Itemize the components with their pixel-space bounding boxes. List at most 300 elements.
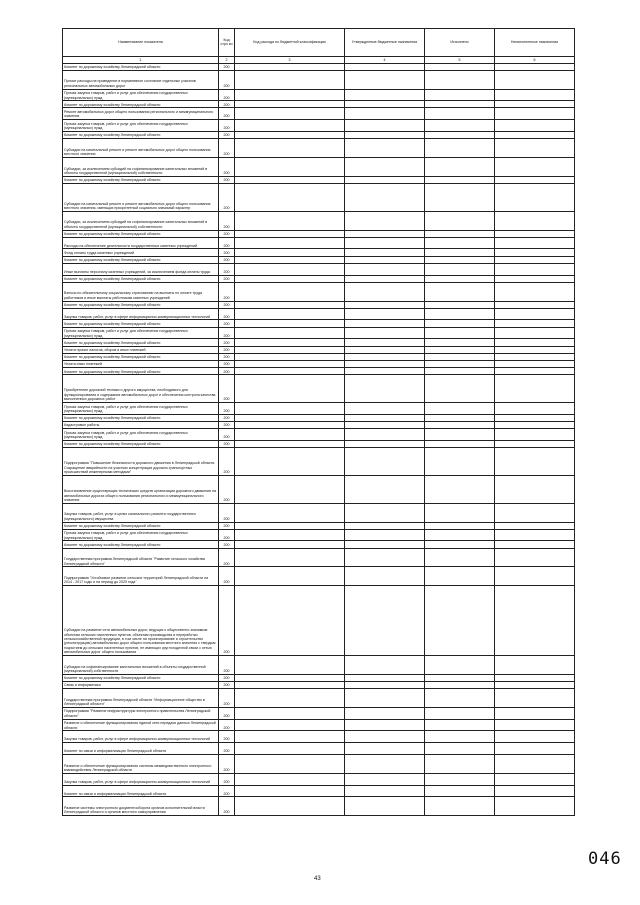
row-code-cell <box>235 139 345 158</box>
row-name-cell: Комитет по связи и информатизации Ленинградской области <box>63 785 219 797</box>
row-unexecuted-cell <box>495 586 575 656</box>
row-approved-cell <box>345 101 425 108</box>
row-executed-cell <box>425 157 495 176</box>
row-code-cell <box>235 743 345 755</box>
row-executed-cell <box>425 282 495 301</box>
row-unexecuted-cell <box>495 132 575 139</box>
row-line-cell: 200 <box>219 785 235 797</box>
row-line-cell: 200 <box>219 548 235 567</box>
row-code-cell <box>235 211 345 230</box>
table-row <box>63 211 575 230</box>
row-approved-cell <box>345 541 425 548</box>
table-row <box>63 475 575 503</box>
row-name-cell: Подпрограмма "Повышение безопасности дорожного движения в Ленинградской области. Сокращение аварийности на участках концентрации дорожно-транспортных происшествий инженерными методами" <box>63 448 219 476</box>
row-executed-cell <box>425 63 495 70</box>
row-line-cell: 200 <box>219 256 235 263</box>
row-code-cell <box>235 797 345 816</box>
row-approved-cell <box>345 529 425 541</box>
table-row <box>63 275 575 282</box>
row-code-cell <box>235 689 345 708</box>
row-approved-cell <box>345 237 425 249</box>
row-line-cell: 200 <box>219 743 235 755</box>
row-executed-cell <box>425 320 495 327</box>
row-code-cell <box>235 256 345 263</box>
row-unexecuted-cell <box>495 327 575 339</box>
row-executed-cell <box>425 707 495 719</box>
table-row <box>63 282 575 301</box>
row-code-cell <box>235 440 345 447</box>
table-row <box>63 567 575 586</box>
row-approved-cell <box>345 327 425 339</box>
row-approved-cell <box>345 448 425 476</box>
row-unexecuted-cell <box>495 249 575 256</box>
table-row <box>63 320 575 327</box>
row-unexecuted-cell <box>495 308 575 320</box>
row-line-cell: 200 <box>219 339 235 346</box>
row-code-cell <box>235 785 345 797</box>
row-line-cell: 200 <box>219 282 235 301</box>
row-line-cell: 200 <box>219 403 235 415</box>
row-name-cell: Комитет по дорожному хозяйству Ленинградской области <box>63 541 219 548</box>
header-budget-code: Код расхода по бюджетной классификации <box>235 29 345 57</box>
row-unexecuted-cell <box>495 211 575 230</box>
row-name-cell: Комитет по дорожному хозяйству Ленинградской области <box>63 63 219 70</box>
row-approved-cell <box>345 263 425 275</box>
row-code-cell <box>235 63 345 70</box>
table-row <box>63 731 575 743</box>
row-executed-cell <box>425 719 495 731</box>
column-number: 2 <box>219 56 235 63</box>
row-approved-cell <box>345 301 425 308</box>
table-row <box>63 655 575 674</box>
row-line-cell: 200 <box>219 275 235 282</box>
row-code-cell <box>235 282 345 301</box>
row-code-cell <box>235 230 345 237</box>
row-executed-cell <box>425 655 495 674</box>
row-name-cell: Развитие и обеспечение функционирования единой сети передачи данных Ленинградской области <box>63 719 219 731</box>
row-approved-cell <box>345 548 425 567</box>
row-line-cell: 200 <box>219 522 235 529</box>
column-number: 4 <box>345 56 425 63</box>
table-row <box>63 256 575 263</box>
row-code-cell <box>235 346 345 353</box>
row-unexecuted-cell <box>495 548 575 567</box>
row-executed-cell <box>425 429 495 441</box>
row-code-cell <box>235 120 345 132</box>
table-row <box>63 681 575 688</box>
row-unexecuted-cell <box>495 263 575 275</box>
row-unexecuted-cell <box>495 429 575 441</box>
table-body <box>63 63 575 816</box>
row-executed-cell <box>425 797 495 816</box>
column-number: 1 <box>63 56 219 63</box>
row-executed-cell <box>425 785 495 797</box>
row-line-cell: 200 <box>219 308 235 320</box>
row-code-cell <box>235 263 345 275</box>
row-approved-cell <box>345 689 425 708</box>
row-name-cell: Комитет по дорожному хозяйству Ленинградской области <box>63 101 219 108</box>
row-executed-cell <box>425 674 495 681</box>
row-line-cell: 200 <box>219 541 235 548</box>
table-row <box>63 249 575 256</box>
row-name-cell: Прочая закупка товаров, работ и услуг для обеспечения государственных (муниципальных) нужд <box>63 529 219 541</box>
row-name-cell: Уплата иных платежей <box>63 360 219 367</box>
row-name-cell: Ремонт автомобильных дорог общего пользования регионального и межмуниципального значения <box>63 108 219 120</box>
table-row <box>63 353 575 360</box>
row-approved-cell <box>345 108 425 120</box>
row-code-cell <box>235 755 345 774</box>
row-name-cell: Приобретение дорожной техники и другого имущества, необходимого для функционирования и содержания автомобильных дорог и обеспечения контроля качества выполненных дорожных работ <box>63 375 219 403</box>
row-approved-cell <box>345 368 425 375</box>
row-code-cell <box>235 275 345 282</box>
row-line-cell: 200 <box>219 301 235 308</box>
row-code-cell <box>235 132 345 139</box>
row-approved-cell <box>345 743 425 755</box>
row-code-cell <box>235 157 345 176</box>
row-code-cell <box>235 773 345 785</box>
row-unexecuted-cell <box>495 674 575 681</box>
row-approved-cell <box>345 183 425 211</box>
row-name-cell: Комитет по дорожному хозяйству Ленинградской области <box>63 301 219 308</box>
row-name-cell: Комитет по дорожному хозяйству Ленинградской области <box>63 674 219 681</box>
row-unexecuted-cell <box>495 785 575 797</box>
table-row <box>63 176 575 183</box>
row-code-cell <box>235 429 345 441</box>
row-line-cell: 200 <box>219 529 235 541</box>
row-name-cell: Прочая закупка товаров, работ и услуг для обеспечения государственных (муниципальных) нужд <box>63 403 219 415</box>
row-unexecuted-cell <box>495 176 575 183</box>
row-executed-cell <box>425 176 495 183</box>
row-code-cell <box>235 70 345 89</box>
row-executed-cell <box>425 183 495 211</box>
row-line-cell: 200 <box>219 360 235 367</box>
row-name-cell: Прочая закупка товаров, работ и услуг для обеспечения государственных (муниципальных) нужд <box>63 327 219 339</box>
row-code-cell <box>235 719 345 731</box>
header-unexecuted: Неисполненные назначения <box>495 29 575 57</box>
table-row <box>63 108 575 120</box>
row-code-cell <box>235 414 345 421</box>
row-executed-cell <box>425 327 495 339</box>
row-approved-cell <box>345 797 425 816</box>
row-name-cell: Восстановление существующих технических средств организации дорожного движения на автомобильных дорогах общего пользования регионального и межмуниципального значения <box>63 475 219 503</box>
row-line-cell: 200 <box>219 689 235 708</box>
row-name-cell: Субсидии на капитальный ремонт и ремонт автомобильных дорог общего пользования местного значения <box>63 139 219 158</box>
table-row <box>63 375 575 403</box>
row-unexecuted-cell <box>495 440 575 447</box>
row-line-cell: 200 <box>219 101 235 108</box>
table-row <box>63 448 575 476</box>
row-line-cell: 200 <box>219 176 235 183</box>
row-unexecuted-cell <box>495 755 575 774</box>
row-executed-cell <box>425 275 495 282</box>
row-code-cell <box>235 249 345 256</box>
row-line-cell: 200 <box>219 70 235 89</box>
table-row <box>63 237 575 249</box>
row-line-cell: 200 <box>219 263 235 275</box>
row-approved-cell <box>345 440 425 447</box>
row-executed-cell <box>425 567 495 586</box>
row-approved-cell <box>345 429 425 441</box>
header-approved: Утвержденные бюджетные назначения <box>345 29 425 57</box>
row-executed-cell <box>425 731 495 743</box>
row-line-cell: 200 <box>219 132 235 139</box>
row-line-cell: 200 <box>219 440 235 447</box>
row-line-cell: 200 <box>219 230 235 237</box>
row-unexecuted-cell <box>495 414 575 421</box>
row-line-cell: 200 <box>219 755 235 774</box>
row-unexecuted-cell <box>495 503 575 522</box>
row-line-cell: 200 <box>219 681 235 688</box>
table-header-row <box>63 29 575 57</box>
row-approved-cell <box>345 70 425 89</box>
row-code-cell <box>235 707 345 719</box>
row-approved-cell <box>345 249 425 256</box>
row-executed-cell <box>425 440 495 447</box>
row-name-cell: Расходы на обеспечение деятельности государственных казенных учреждений <box>63 237 219 249</box>
row-approved-cell <box>345 785 425 797</box>
row-line-cell: 200 <box>219 503 235 522</box>
row-code-cell <box>235 448 345 476</box>
row-unexecuted-cell <box>495 301 575 308</box>
row-line-cell: 200 <box>219 249 235 256</box>
row-approved-cell <box>345 475 425 503</box>
table-row <box>63 414 575 421</box>
row-name-cell: Подпрограмма "Развитие инфраструктуры электронного правительства Ленинградской области" <box>63 707 219 719</box>
row-approved-cell <box>345 707 425 719</box>
row-name-cell: Подпрограмма "Устойчивое развитие сельских территорий Ленинградской области на 2014 - 2017 годы и на период до 2020 года" <box>63 567 219 586</box>
row-executed-cell <box>425 339 495 346</box>
row-unexecuted-cell <box>495 655 575 674</box>
row-name-cell: Прочая закупка товаров, работ и услуг для обеспечения государственных (муниципальных) нужд <box>63 89 219 101</box>
row-executed-cell <box>425 522 495 529</box>
row-name-cell: Развитие системы электронного документооборота органов исполнительной власти Ленинградской области и органов местного самоуправления <box>63 797 219 816</box>
table-row <box>63 522 575 529</box>
row-code-cell <box>235 327 345 339</box>
row-code-cell <box>235 320 345 327</box>
row-executed-cell <box>425 681 495 688</box>
row-name-cell: Субсидии на софинансирование капитальных вложений в объекты государственной (муниципальной) собственности <box>63 655 219 674</box>
row-approved-cell <box>345 230 425 237</box>
row-unexecuted-cell <box>495 719 575 731</box>
row-approved-cell <box>345 674 425 681</box>
row-approved-cell <box>345 139 425 158</box>
row-unexecuted-cell <box>495 183 575 211</box>
row-name-cell: Развитие и обеспечение функционирования системы межведомственного электронного взаимодействия Ленинградской области <box>63 755 219 774</box>
row-name-cell: Комитет по дорожному хозяйству Ленинградской области <box>63 320 219 327</box>
row-code-cell <box>235 586 345 656</box>
row-unexecuted-cell <box>495 731 575 743</box>
row-name-cell: Комитет по дорожному хозяйству Ленинградской области <box>63 440 219 447</box>
table-row <box>63 263 575 275</box>
row-line-cell: 200 <box>219 157 235 176</box>
row-approved-cell <box>345 681 425 688</box>
row-unexecuted-cell <box>495 282 575 301</box>
budget-report-sheet <box>62 28 574 816</box>
row-name-cell: Комитет по связи и информатизации Ленинградской области <box>63 743 219 755</box>
row-executed-cell <box>425 249 495 256</box>
row-executed-cell <box>425 263 495 275</box>
row-unexecuted-cell <box>495 320 575 327</box>
table-row <box>63 529 575 541</box>
row-approved-cell <box>345 211 425 230</box>
row-executed-cell <box>425 70 495 89</box>
row-executed-cell <box>425 403 495 415</box>
row-unexecuted-cell <box>495 89 575 101</box>
row-executed-cell <box>425 475 495 503</box>
row-unexecuted-cell <box>495 360 575 367</box>
table-row <box>63 368 575 375</box>
row-code-cell <box>235 422 345 429</box>
row-code-cell <box>235 375 345 403</box>
table-row <box>63 503 575 522</box>
table-row <box>63 346 575 353</box>
row-name-cell: Фонд оплаты труда казенных учреждений <box>63 249 219 256</box>
header-name: Наименование показателя <box>63 29 219 57</box>
row-unexecuted-cell <box>495 70 575 89</box>
row-line-cell: 200 <box>219 375 235 403</box>
column-number: 3 <box>235 56 345 63</box>
row-executed-cell <box>425 360 495 367</box>
row-line-cell: 200 <box>219 211 235 230</box>
row-unexecuted-cell <box>495 681 575 688</box>
row-name-cell: Субсидии, за исключением субсидий на софинансирование капитальных вложений в объекты государственной (муниципальной) собственности <box>63 211 219 230</box>
row-code-cell <box>235 674 345 681</box>
row-line-cell: 200 <box>219 429 235 441</box>
row-line-cell: 200 <box>219 327 235 339</box>
row-executed-cell <box>425 755 495 774</box>
row-approved-cell <box>345 308 425 320</box>
row-approved-cell <box>345 132 425 139</box>
row-unexecuted-cell <box>495 120 575 132</box>
row-unexecuted-cell <box>495 689 575 708</box>
table-row <box>63 101 575 108</box>
row-name-cell: Субсидии на развитие сети автомобильных дорог, ведущих к общественно значимым объектам сельских населенных пунктов, объектам производства и переработки сельскохозяйственной продукции, в том числе на проектирование и строительство (реконструкцию) автомобильных дорог общего пользования местного значения с твердым покрытием до сельских населенных пунктов, не имеющих круглогодичной связи с сетью автомобильных дорог общего пользования <box>63 586 219 656</box>
row-approved-cell <box>345 176 425 183</box>
table-row <box>63 301 575 308</box>
row-name-cell: Государственная программа Ленинградской области "Информационное общество в Ленинградской области" <box>63 689 219 708</box>
row-executed-cell <box>425 773 495 785</box>
row-approved-cell <box>345 422 425 429</box>
row-executed-cell <box>425 211 495 230</box>
row-name-cell: Закупка товаров, работ, услуг в сфере информационно-коммуникационных технологий <box>63 308 219 320</box>
row-code-cell <box>235 503 345 522</box>
page-stamp: 046 <box>588 849 622 869</box>
row-executed-cell <box>425 586 495 656</box>
table-row <box>63 586 575 656</box>
row-unexecuted-cell <box>495 230 575 237</box>
row-code-cell <box>235 108 345 120</box>
row-code-cell <box>235 567 345 586</box>
table-row <box>63 63 575 70</box>
row-unexecuted-cell <box>495 275 575 282</box>
row-unexecuted-cell <box>495 368 575 375</box>
row-code-cell <box>235 308 345 320</box>
table-row <box>63 755 575 774</box>
row-name-cell: Комитет по дорожному хозяйству Ленинградской области <box>63 275 219 282</box>
table-row <box>63 157 575 176</box>
row-approved-cell <box>345 120 425 132</box>
row-name-cell: Государственная программа Ленинградской области "Развитие сельского хозяйства Ленинградской области" <box>63 548 219 567</box>
table-row <box>63 339 575 346</box>
row-code-cell <box>235 360 345 367</box>
row-approved-cell <box>345 403 425 415</box>
table-row <box>63 360 575 367</box>
row-code-cell <box>235 101 345 108</box>
row-line-cell: 200 <box>219 237 235 249</box>
table-row <box>63 139 575 158</box>
row-name-cell: Закупка товаров, работ, услуг в сфере информационно-коммуникационных технологий <box>63 773 219 785</box>
row-line-cell: 200 <box>219 414 235 421</box>
table-row <box>63 403 575 415</box>
row-unexecuted-cell <box>495 375 575 403</box>
row-code-cell <box>235 522 345 529</box>
row-line-cell: 200 <box>219 719 235 731</box>
row-unexecuted-cell <box>495 529 575 541</box>
table-row <box>63 743 575 755</box>
table-row <box>63 183 575 211</box>
column-number-row <box>63 56 575 63</box>
row-unexecuted-cell <box>495 707 575 719</box>
row-unexecuted-cell <box>495 63 575 70</box>
row-unexecuted-cell <box>495 403 575 415</box>
row-approved-cell <box>345 89 425 101</box>
row-code-cell <box>235 237 345 249</box>
row-code-cell <box>235 339 345 346</box>
row-name-cell: Комитет по дорожному хозяйству Ленинградской области <box>63 353 219 360</box>
row-unexecuted-cell <box>495 773 575 785</box>
row-approved-cell <box>345 63 425 70</box>
table-row <box>63 773 575 785</box>
row-unexecuted-cell <box>495 353 575 360</box>
row-executed-cell <box>425 503 495 522</box>
row-executed-cell <box>425 375 495 403</box>
row-line-cell: 200 <box>219 320 235 327</box>
row-name-cell: Взносы по обязательному социальному страхованию на выплаты по оплате труда работников и иные выплаты работникам казенных учреждений <box>63 282 219 301</box>
row-unexecuted-cell <box>495 522 575 529</box>
row-executed-cell <box>425 101 495 108</box>
row-unexecuted-cell <box>495 541 575 548</box>
row-executed-cell <box>425 414 495 421</box>
header-executed: Исполнено <box>425 29 495 57</box>
row-approved-cell <box>345 353 425 360</box>
row-approved-cell <box>345 731 425 743</box>
row-line-cell: 200 <box>219 183 235 211</box>
table-row <box>63 70 575 89</box>
row-code-cell <box>235 548 345 567</box>
row-approved-cell <box>345 655 425 674</box>
row-unexecuted-cell <box>495 567 575 586</box>
row-name-cell: Кадастровые работы <box>63 422 219 429</box>
row-unexecuted-cell <box>495 237 575 249</box>
row-executed-cell <box>425 230 495 237</box>
row-line-cell: 200 <box>219 422 235 429</box>
row-code-cell <box>235 541 345 548</box>
row-name-cell: Комитет по дорожному хозяйству Ленинградской области <box>63 368 219 375</box>
row-executed-cell <box>425 120 495 132</box>
row-line-cell: 200 <box>219 89 235 101</box>
table-row <box>63 230 575 237</box>
row-unexecuted-cell <box>495 448 575 476</box>
row-name-cell: Комитет по дорожному хозяйству Ленинградской области <box>63 176 219 183</box>
row-name-cell: Закупка товаров, работ, услуг в целях капитального ремонта государственного (муниципального) имущества <box>63 503 219 522</box>
row-line-cell: 200 <box>219 120 235 132</box>
row-approved-cell <box>345 346 425 353</box>
row-executed-cell <box>425 353 495 360</box>
row-approved-cell <box>345 586 425 656</box>
column-number: 6 <box>495 56 575 63</box>
header-line-code: Код стро ки <box>219 29 235 57</box>
row-executed-cell <box>425 448 495 476</box>
